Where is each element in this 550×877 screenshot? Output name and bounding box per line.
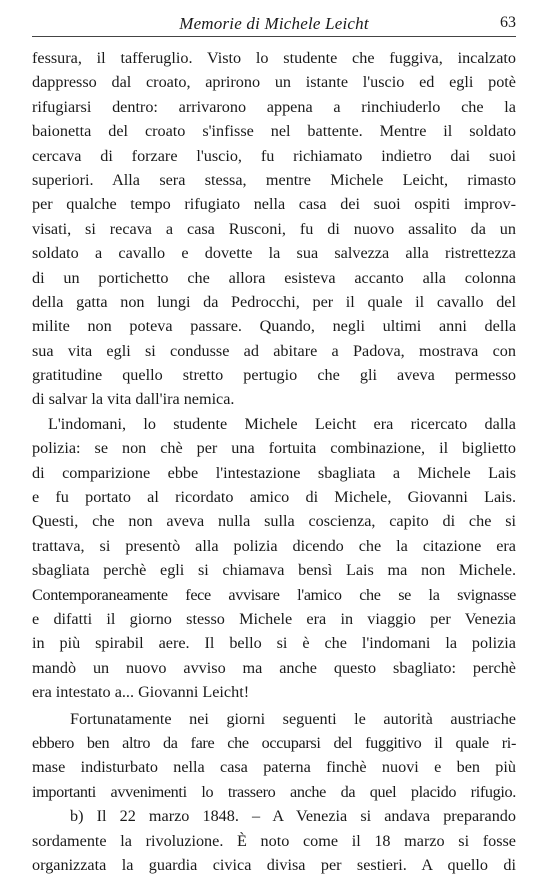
text-line: in più spirabil aere. Il bello si è che l'indomani la polizia (32, 634, 516, 653)
text-line: fessura, il tafferuglio. Visto lo studente che fuggiva, incalzato (32, 49, 516, 67)
paragraph-2 (32, 412, 516, 705)
text-line: e difatti il giorno stesso Michele era in viaggio per Venezia (32, 609, 516, 628)
running-title: Memorie di Michele Leicht (179, 14, 369, 33)
text-line: polizia: se non chè per una fortuita combinazione, il biglietto (32, 439, 516, 458)
text-line: milite non poteva passare. Quando, negli ultimi anni della (32, 317, 516, 336)
text-line: della gatta non lungi da Pedrocchi, per il quale il cavallo del (32, 292, 516, 311)
text-line: ebbero ben altro da fare che occuparsi del fuggitivo il quale ri- (32, 733, 516, 752)
text-line: organizzata la guardia civica divisa per sestieri. A quello di (32, 855, 516, 874)
text-line: gratitudine quello stretto pertugio che gli aveva permesso (32, 366, 516, 385)
text-line: sbagliata perchè egli si chiamava bensì Lais ma non Michele. (32, 561, 516, 580)
text-line: importanti avvenimenti lo trassero anche da quel placido rifugio. (32, 782, 516, 801)
text-line: Questi, che non aveva nulla sulla coscienza, capito di che si (32, 512, 516, 531)
text-line: cercava di forzare l'uscio, fu richiamato indietro dai suoi (32, 146, 516, 165)
text-line: superiori. Alla sera stessa, mentre Michele Leicht, rimasto (32, 170, 516, 189)
text-line: baionetta del croato s'infisse nel battente. Mentre il soldato (32, 122, 516, 141)
text-line: era intestato a... Giovanni Leicht! (32, 683, 250, 702)
text-line: di comparizione ebbe l'intestazione sbagliata a Michele Lais (32, 463, 516, 482)
text-line: soldato a cavallo e dovette la sua salvezza alla ristrettezza (32, 244, 516, 263)
text-line: L'indomani, lo studente Michele Leicht era ricercato dalla (48, 414, 516, 433)
body-text (32, 46, 516, 877)
text-line: visati, si recava a casa Rusconi, fu di nuovo assalito da un (32, 219, 516, 238)
paragraph-1 (32, 46, 516, 412)
paragraph-3 (32, 707, 516, 805)
text-line: mase indisturbato nella casa paterna finchè nuovi e ben più (32, 758, 516, 777)
text-line: mandò un nuovo avviso ma anche questo sbagliato: perchè (32, 658, 516, 677)
text-line: rifugiarsi dentro: arrivarono appena a rinchiuderlo che la (32, 97, 516, 116)
text-line: Contemporaneamente fece avvisare l'amico che se la svignasse (32, 585, 516, 604)
header-rule (32, 36, 516, 37)
page-number: 63 (500, 14, 516, 31)
text-line: sordamente la rivoluzione. È noto come il 18 marzo si fosse (32, 831, 516, 850)
text-line: b) Il 22 marzo 1848. – A Venezia si andava preparando (70, 807, 516, 826)
paragraph-4 (32, 804, 516, 877)
text-line: sua vita egli si condusse ad abitare a Padova, mostrava con (32, 341, 516, 360)
text-line: e fu portato al ricordato amico di Michele, Giovanni Lais. (32, 488, 516, 507)
text-line: per qualche tempo rifugiato nella casa dei suoi ospiti improv- (32, 195, 516, 214)
text-line: di un portichetto che allora esisteva accanto alla colonna (32, 268, 516, 287)
text-line: dappresso dal croato, aprirono un istante l'uscio ed egli potè (32, 73, 516, 92)
text-line: di salvar la vita dall'ira nemica. (32, 390, 235, 409)
text-line: Fortunatamente nei giorni seguenti le autorità austriache (70, 709, 516, 728)
running-header (32, 10, 516, 34)
text-line: trattava, si presentò alla polizia dicendo che la citazione era (32, 536, 516, 555)
